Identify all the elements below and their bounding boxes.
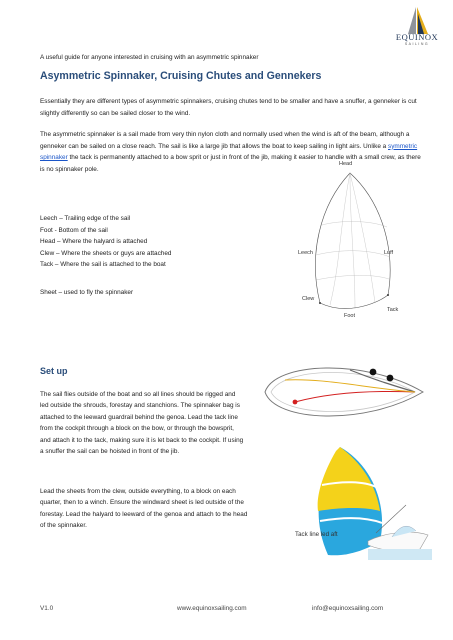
definition-item: Leech – Trailing edge of the sail <box>40 215 131 222</box>
definition-item: Tack – Where the sail is attached to the boat <box>40 261 166 269</box>
intro-text: A useful guide for anyone interested in cruising with an asymmetric spinnaker <box>40 54 259 61</box>
footer-email[interactable]: info@equinoxsailing.com <box>312 605 384 612</box>
definition-item: Clew – Where the sheets or guys are attached <box>40 249 172 257</box>
definition-item: Foot - Bottom of the sail <box>40 226 108 234</box>
paragraph-2-text-a: The asymmetric spinnaker is a sail made from very thin nylon cloth and normally used when the wind is aft of the beam, although a genneker can be sailed on a close reach. The sail is like a large jib that allows the boat to keep sailing in light airs. Unlike a <box>40 131 410 150</box>
spinnaker-photo <box>292 445 432 560</box>
label-luff: Luff <box>384 250 394 256</box>
definitions-list <box>40 213 260 271</box>
rigging-diagram <box>255 350 430 438</box>
sheet-definition: Sheet – used to fly the spinnaker <box>40 289 134 296</box>
symmetric-spinnaker-link[interactable]: symmetric spinnaker <box>40 142 418 161</box>
label-head: Head <box>339 161 353 167</box>
footer-version: V1.0 <box>40 605 54 612</box>
footer-website[interactable]: www.equinoxsailing.com <box>177 605 247 612</box>
definition-item: Head – Where the halyard is attached <box>40 238 148 246</box>
setup-heading: Set up <box>40 366 68 376</box>
setup-paragraph-1: The sail flies outside of the boat and so all lines should be rigged and led outside the shrouds, forestay and stanchions. The spinnaker bag is attached to the leeward guardrail behind the genoa. Lead the tack line from the cockpit through a block on the bow, or through the bowsprit, and attach it to the tack, making sure it is let back to the cockpit. If using a snuffer the sail can be hoisted in front of the jib. <box>40 391 244 456</box>
page-title: Asymmetric Spinnaker, Cruising Chutes and Gennekers <box>40 70 322 82</box>
label-leech: Leech <box>298 250 313 256</box>
paragraph-2-text-b: the tack is permanently attached to a bow sprit or just in front of the jib, making it easier to handle with a small crew, as there is no spinnaker pole. <box>40 154 421 173</box>
photo-caption: Tack line led aft <box>295 531 338 538</box>
paragraph-1: Essentially they are different types of asymmetric spinnakers, cruising chutes tend to be smaller and have a snuffer, a genneker is cut slightly differently so can be sailed closer to the wind. <box>40 98 417 117</box>
logo-name: EQUINOX <box>395 32 439 42</box>
setup-paragraph-2: Lead the sheets from the clew, outside everything, to a block on each quarter, then to a winch. Ensure the windward sheet is led outside of the forestay. Lead the halyard to leeward of the genoa and attach to the head of the spinnaker. <box>40 488 248 530</box>
label-tack: Tack <box>387 307 399 313</box>
label-clew: Clew <box>302 296 315 302</box>
logo-sub: SAILING <box>404 42 430 46</box>
label-foot: Foot <box>344 313 356 319</box>
